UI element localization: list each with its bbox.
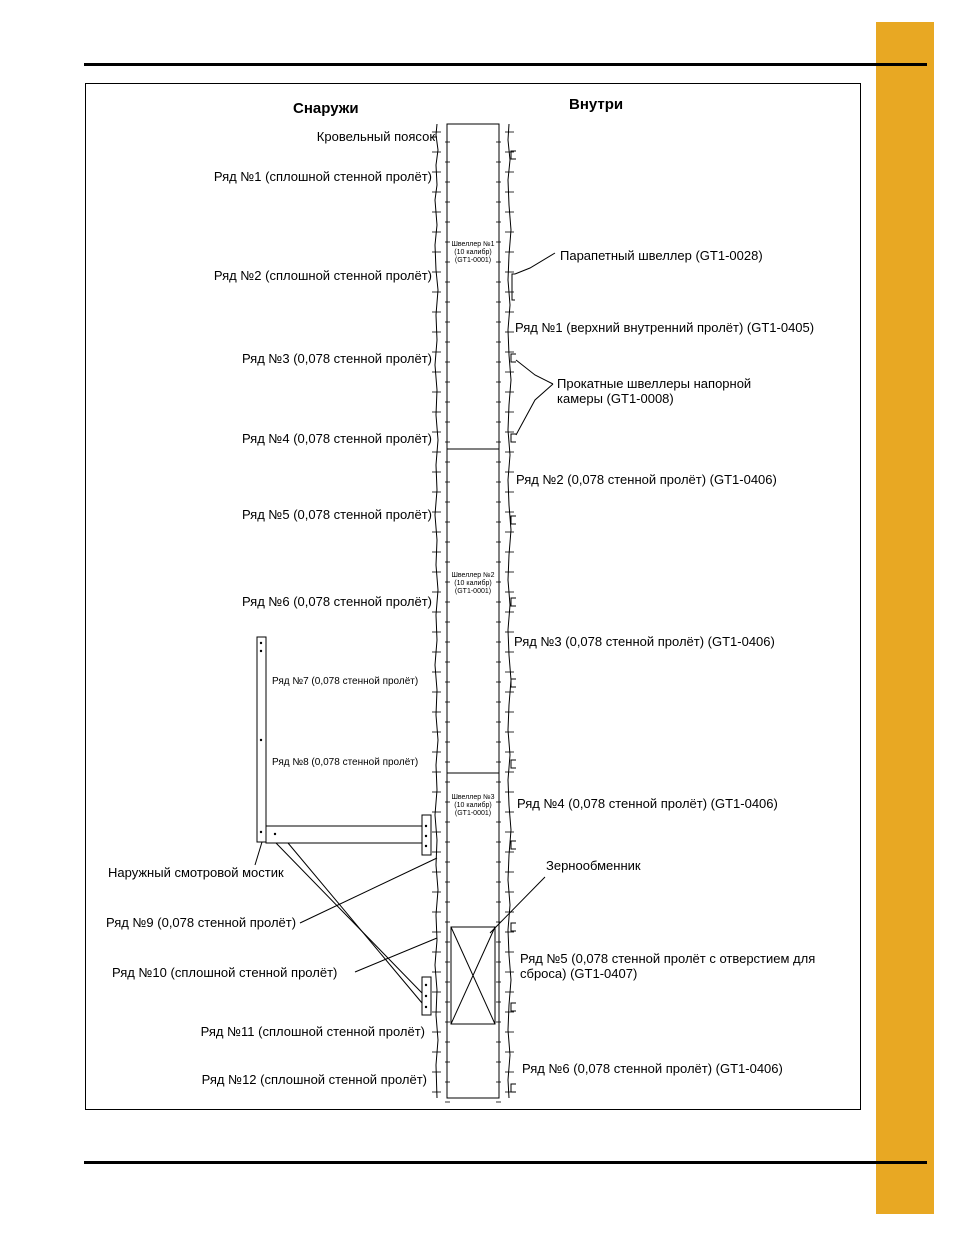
- inner-channel-mark: [511, 1003, 516, 1011]
- label-walkway: Наружный смотровой мостик: [108, 865, 284, 880]
- parapet-channel-shape: [512, 274, 515, 300]
- label-plenum-channels: Прокатные швеллеры напорной камеры (GT1-0008): [557, 376, 752, 406]
- label-ring-12: Ряд №12 (сплошной стенной пролёт): [201, 1072, 427, 1087]
- label-ring-11: Ряд №11 (сплошной стенной пролёт): [200, 1024, 425, 1039]
- leader-ring9: [300, 858, 437, 923]
- label-inner-ring-3: Ряд №3 (0,078 стенной пролёт) (GT1-0406): [514, 634, 775, 649]
- label-inner-ring-2: Ряд №2 (0,078 стенной пролёт) (GT1-0406): [516, 472, 777, 487]
- inner-channel-mark: [511, 923, 516, 931]
- stiffener-column: [447, 124, 499, 1098]
- inner-channel-mark: [511, 1084, 516, 1092]
- label-inner-ring-5: Ряд №5 (0,078 стенной пролёт с отверстием для сброса) (GT1-0407): [520, 951, 816, 981]
- inner-channel-mark: [511, 354, 516, 362]
- label-inner-ring-4: Ряд №4 (0,078 стенной пролёт) (GT1-0406): [517, 796, 778, 811]
- label-roof-band: Кровельный поясок: [316, 129, 435, 144]
- label-ring-2: Ряд №2 (сплошной стенной пролёт): [213, 268, 432, 283]
- inner-channel-mark: [511, 516, 516, 524]
- stiffener-tag-3: Швеллер №3 (10 калибр) (GT1-0001): [451, 794, 495, 817]
- leader-plenum-upper: [516, 360, 553, 384]
- label-ring-1: Ряд №1 (сплошной стенной пролёт): [213, 169, 432, 184]
- label-ring-8: Ряд №8 (0,078 стенной пролёт): [272, 757, 419, 768]
- leader-plenum-lower: [516, 384, 553, 435]
- label-grain-exchanger: Зернообменник: [546, 858, 641, 873]
- label-ring-10: Ряд №10 (сплошной стенной пролёт): [112, 965, 338, 980]
- inner-channel-mark: [511, 760, 516, 768]
- label-ring-6: Ряд №6 (0,078 стенной пролёт): [241, 594, 432, 609]
- leader-grain-exchanger: [490, 877, 545, 933]
- stiffener-tag-2: Швеллер №2 (10 калибр) (GT1-0001): [451, 572, 495, 595]
- label-inner-ring-6: Ряд №6 (0,078 стенной пролёт) (GT1-0406): [522, 1061, 783, 1076]
- label-inner-ring-1: Ряд №1 (верхний внутренний пролёт) (GT1-0405): [515, 320, 815, 335]
- leader-walkway: [255, 842, 262, 865]
- label-ring-7: Ряд №7 (0,078 стенной пролёт): [272, 676, 419, 687]
- walkway-deck: [266, 826, 422, 843]
- label-parapet-channel: Парапетный швеллер (GT1-0028): [560, 248, 763, 263]
- outside-header: Снаружи: [293, 100, 359, 117]
- inner-channel-mark: [511, 679, 516, 687]
- inner-channel-mark: [511, 841, 516, 849]
- leader-parapet: [515, 253, 555, 274]
- label-ring-3: Ряд №3 (0,078 стенной пролёт): [241, 351, 432, 366]
- label-ring-5: Ряд №5 (0,078 стенной пролёт): [241, 507, 432, 522]
- inner-channel-mark: [511, 434, 516, 442]
- label-ring-4: Ряд №4 (0,078 стенной пролёт): [241, 431, 432, 446]
- label-ring-9: Ряд №9 (0,078 стенной пролёт): [106, 915, 297, 930]
- stiffener-tag-1: Швеллер №1 (10 калибр) (GT1-0001): [451, 241, 495, 264]
- inside-header: Внутри: [569, 96, 624, 113]
- inner-channel-mark: [511, 598, 516, 606]
